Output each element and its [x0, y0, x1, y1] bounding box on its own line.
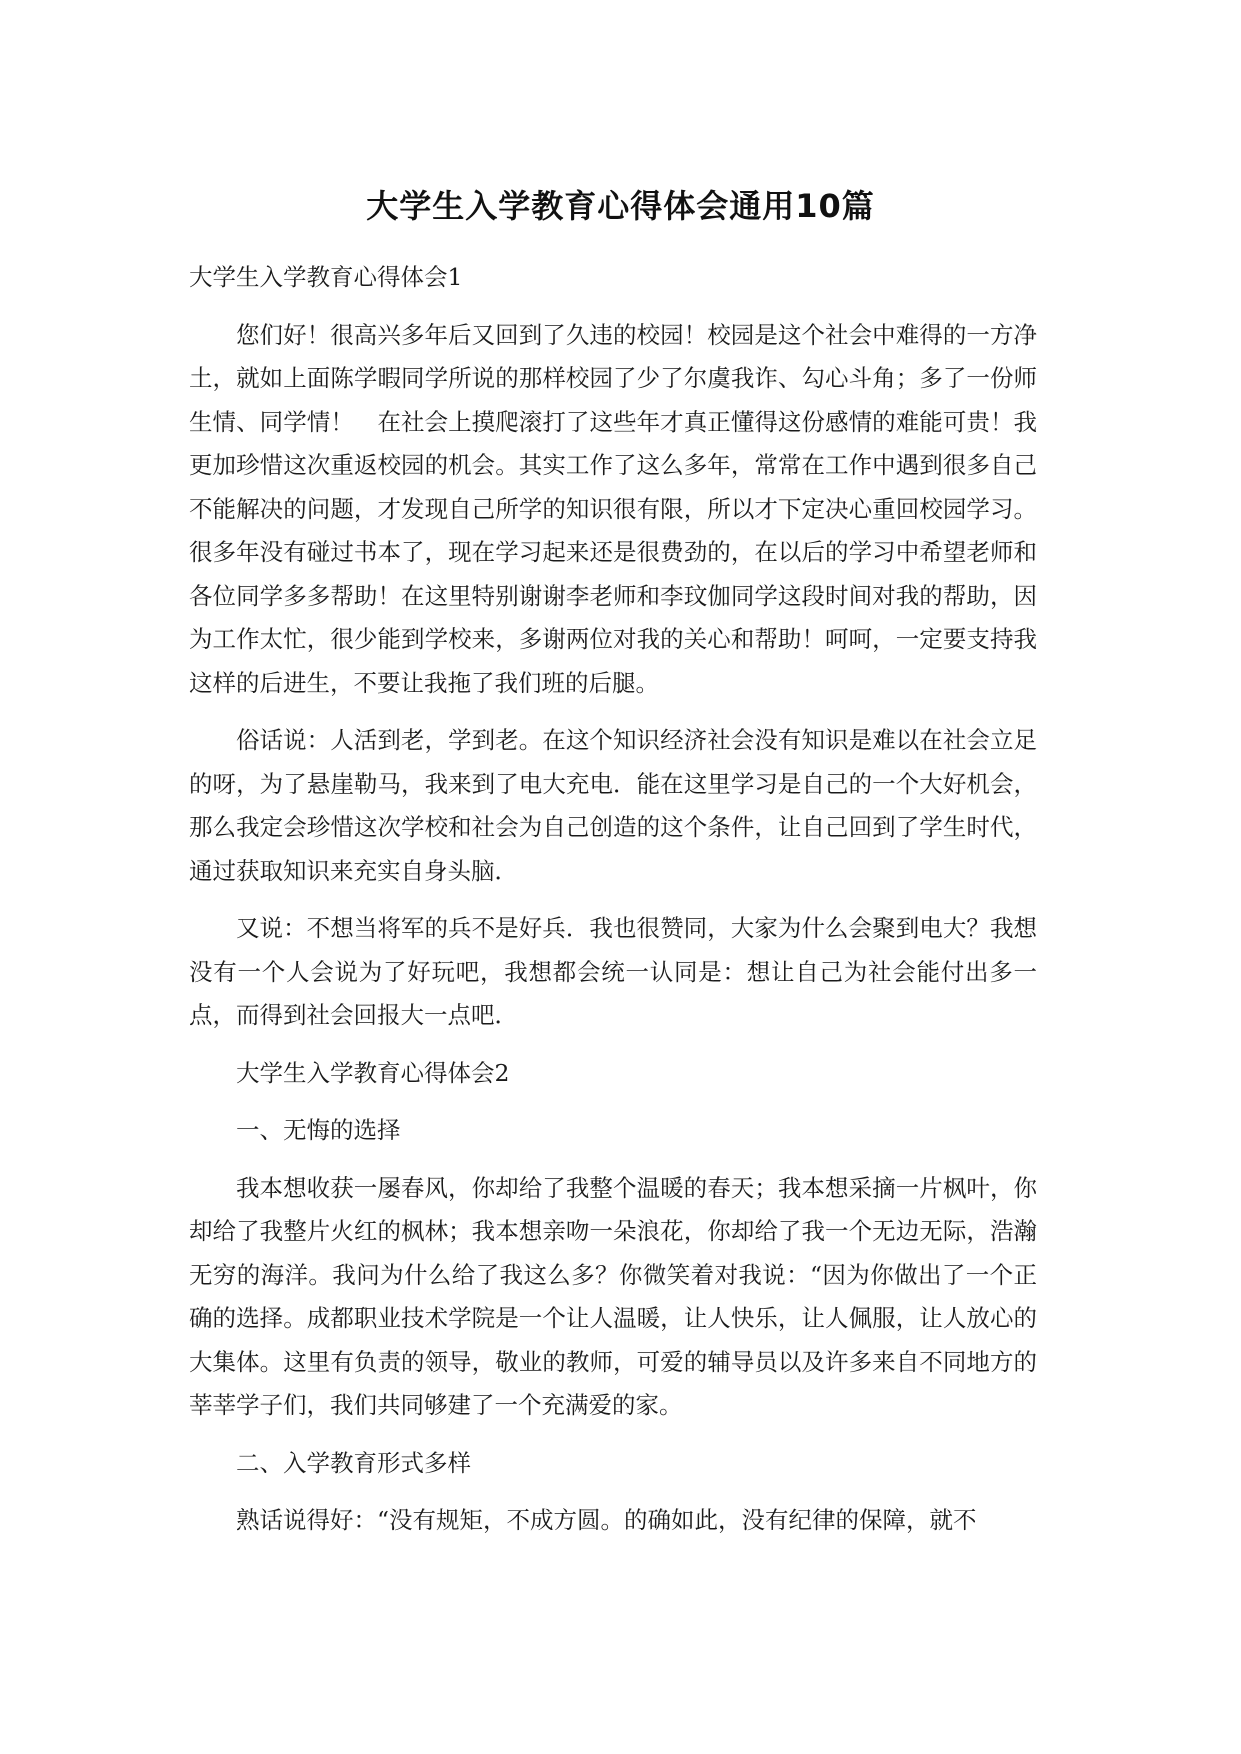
paragraph-5: 熟话说得好：“没有规矩，不成方圆。的确如此，没有纪律的保障，就不: [236, 1506, 977, 1534]
subheading-1: 一、无悔的选择: [236, 1116, 401, 1144]
section-heading-1: 大学生入学教育心得体会1: [189, 263, 463, 291]
section-heading-2: 大学生入学教育心得体会2: [236, 1058, 510, 1087]
subheading-2: 二、入学教育形式多样: [236, 1448, 471, 1477]
document-body: [189, 256, 1037, 1557]
paragraph-1: 您们好！很高兴多年后又回到了久违的校园！校园是这个社会中难得的一方净土，就如上面陈学暇同学所说的那样校园了少了尔虞我诈、勾心斗角；多了一份师生情、同学情！ 在社会上摸爬滚打了这些年才真正懂得这份感情的难能可贵！我更加珍惜这次重返校园的机会。其实工作了这么多年，常常在工作中遇到很多自己不能解决的问题，才发现自己所学的知识很有限，所以才下定决心重回校园学习。很多年没有碰过书本了，现在学习起来还是很费劲的，在以后的学习中希望老师和各位同学多多帮助！在这里特别谢谢李老师和李玟伽同学这段时间对我的帮助，因为工作太忙，很少能到学校来，多谢两位对我的关心和帮助！呵呵，一定要支持我这样的后进生，不要让我拖了我们班的后腿。: [189, 320, 1037, 697]
paragraph-3: 又说：不想当将军的兵不是好兵．我也很赞同，大家为什么会聚到电大？我想没有一个人会说为了好玩吧，我想都会统一认同是：想让自己为社会能付出多一点，而得到社会回报大一点吧．: [189, 914, 1037, 1029]
paragraph-4: 我本想收获一屡春风，你却给了我整个温暖的春天；我本想采摘一片枫叶，你却给了我整片火红的枫林；我本想亲吻一朵浪花，你却给了我一个无边无际，浩瀚无穷的海洋。我问为什么给了我这么多？你微笑着对我说：“因为你做出了一个正确的选择。成都职业技术学院是一个让人温暖，让人快乐，让人佩服，让人放心的大集体。这里有负责的领导，敬业的教师，可爱的辅导员以及许多来自不同地方的莘莘学子们，我们共同够建了一个充满爱的家。: [189, 1173, 1037, 1419]
paragraph-2: 俗话说：人活到老，学到老。在这个知识经济社会没有知识是难以在社会立足的呀，为了悬崖勒马，我来到了电大充电．能在这里学习是自己的一个大好机会，那么我定会珍惜这次学校和社会为自己创造的这个条件，让自己回到了学生时代，通过获取知识来充实自身头脑．: [189, 726, 1037, 885]
document-title: 大学生入学教育心得体会通用10篇: [366, 187, 875, 225]
